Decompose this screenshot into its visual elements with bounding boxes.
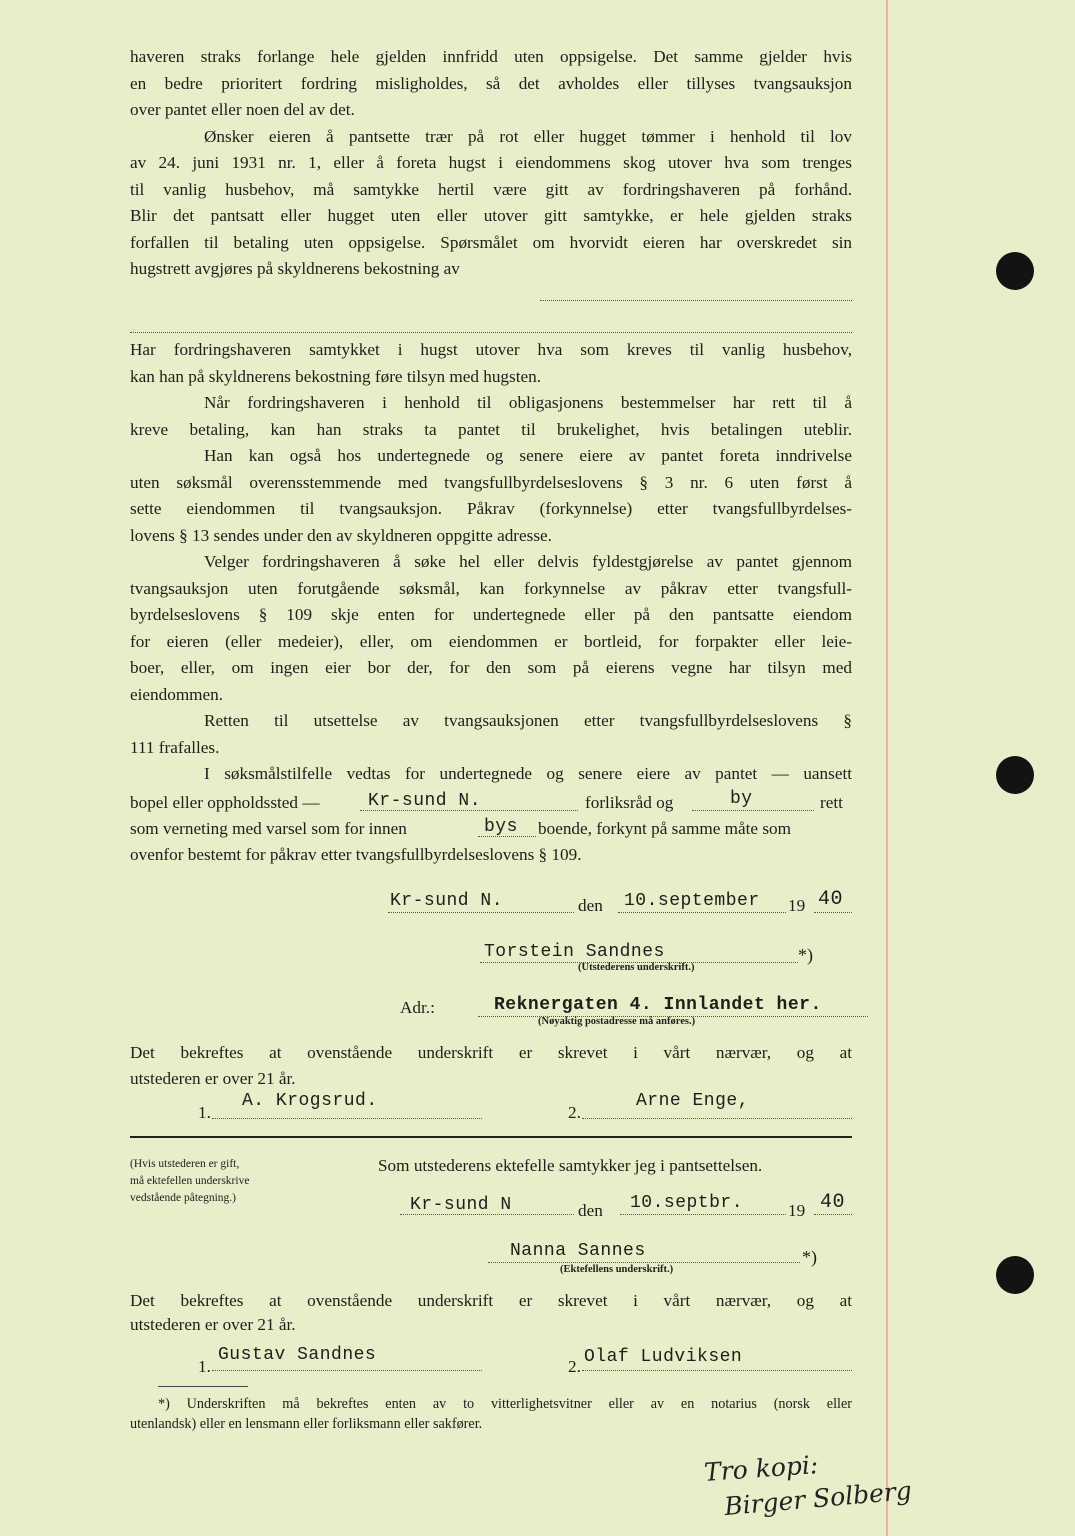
venue-court: by xyxy=(730,789,753,809)
venue-place-line xyxy=(360,810,578,811)
body-line-text: over pantet eller noen del av det. xyxy=(130,100,355,119)
body-line-text: Blir det pantsatt eller hugget uten eller utover gitt samtykke, er hele gjelden straks xyxy=(130,206,852,225)
body-line xyxy=(130,470,852,496)
spouse-note-line3: vedstående påtegning.) xyxy=(130,1192,237,1204)
body-line-text: hugstrett avgjøres på skyldnerens bekostning av xyxy=(130,259,460,278)
body-line-text: av 24. juni 1931 nr. 1, eller å foreta hugst i eiendommens skog utover hva som trenges xyxy=(130,153,852,172)
body-line-text: sette eiendommen til tvangsauksjon. Påkrav (forkynnelse) etter tvangsfullbyrdelses- xyxy=(130,499,852,518)
witness1-line1: Det bekreftes at ovenstående underskrift er skrevet i vårt nærvær, og at xyxy=(130,1043,852,1062)
body-line xyxy=(130,337,852,363)
witness2-num2: 2. xyxy=(568,1357,581,1376)
venue2-fill-line xyxy=(478,836,536,837)
body-line-text: kan han på skyldnerens bekostning føre tilsyn med hugsten. xyxy=(130,366,541,386)
body-line-text: Retten til utsettelse av tvangsauksjonen etter tvangsfullbyrdelseslovens § xyxy=(204,711,852,730)
body-line xyxy=(130,496,852,522)
body-line xyxy=(130,417,852,443)
venue-prefix: bopel eller oppholdssted — xyxy=(130,793,320,812)
body-line xyxy=(204,708,852,734)
body-line-text: Ønsker eieren å pantsette trær på rot eller hugget tømmer i henhold til lov xyxy=(204,126,852,146)
issuer-year: 40 xyxy=(818,888,844,911)
address-caption: (Nøyaktig postadresse må anføres.) xyxy=(538,1016,696,1027)
spouse-star: *) xyxy=(802,1247,817,1267)
spouse-consent: Som utstederens ektefelle samtykker jeg i pantsettelsen. xyxy=(378,1156,763,1175)
witness2-line1: Det bekreftes at ovenstående underskrift er skrevet i vårt nærvær, og at xyxy=(130,1291,852,1310)
witness2-line-1 xyxy=(212,1370,482,1371)
venue-place: Kr-sund N. xyxy=(368,791,482,811)
body-line-text: byrdelseslovens § 109 skje enten for undertegnede eller på den pantsatte eiendom xyxy=(130,605,852,624)
issuer-place: Kr-sund N. xyxy=(390,891,504,911)
witness1-num1: 1. xyxy=(198,1103,211,1122)
punch-hole-middle xyxy=(996,756,1034,794)
witness1-name2: Arne Enge, xyxy=(636,1091,750,1111)
body-line xyxy=(204,443,852,469)
body-line xyxy=(204,549,852,575)
issuer-den: den xyxy=(578,896,603,915)
venue-court-line xyxy=(692,810,814,811)
witness2-num1: 1. xyxy=(198,1357,211,1376)
body-line xyxy=(130,256,460,282)
issuer-year-prefix: 19 xyxy=(788,896,806,915)
body-line-text: boer, eller, om ingen eier bor der, for den som på eierens vegne har tilsyn med xyxy=(130,658,852,677)
venue-mid: forliksråd og xyxy=(585,793,674,812)
address-value: Reknergaten 4. Innlandet her. xyxy=(494,995,822,1015)
witness1-line-2 xyxy=(582,1118,852,1119)
body-line-text: for eieren (eller medeier), eller, om eiendommen er bortleid, for forpakter eller leie- xyxy=(130,631,852,651)
fill-line-blank xyxy=(130,332,852,333)
body-line-text: til vanlig husbehov, må samtykke hertil være gitt av fordringshaveren på forhånd. xyxy=(130,179,852,199)
body-line-text: 111 frafalles. xyxy=(130,737,220,757)
body-line xyxy=(130,203,852,229)
body-line-text: kreve betaling, kan han straks ta pantet til brukelighet, hvis betalingen uteblir. xyxy=(130,419,852,439)
body-line-text: tvangsauksjon uten forutgående søksmål, kan forkynnelse av påkrav etter tvangsfull- xyxy=(130,578,852,598)
venue3-line: ovenfor bestemt for påkrav etter tvangsfullbyrdelseslovens § 109. xyxy=(130,845,582,864)
body-line xyxy=(130,44,852,70)
handwritten-certification: Tro kopi: xyxy=(703,1450,820,1487)
body-line xyxy=(130,576,852,602)
body-line xyxy=(204,390,852,416)
footnote-line1: *) Underskriften må bekreftes enten av to vitterlighetsvitner eller av en notarius (norsk eller xyxy=(158,1396,852,1412)
body-line xyxy=(130,523,552,549)
body-line-text: Han kan også hos undertegnede og senere eiere av pantet foreta inndrivelse xyxy=(204,446,852,465)
body-line xyxy=(130,150,852,176)
spouse-year-prefix: 19 xyxy=(788,1201,806,1220)
witness1-line2: utstederen er over 21 år. xyxy=(130,1069,296,1088)
footnote-rule xyxy=(158,1386,248,1387)
venue-line xyxy=(130,790,320,816)
section-divider xyxy=(130,1136,852,1138)
witness1-name1: A. Krogsrud. xyxy=(242,1091,378,1111)
spouse-den: den xyxy=(578,1201,603,1220)
body-line xyxy=(130,682,223,708)
spouse-signature-caption: (Ektefellens underskrift.) xyxy=(560,1264,674,1275)
body-line xyxy=(130,602,852,628)
body-line-text: Når fordringshaveren i henhold til obligasjonens bestemmelser har rett til å xyxy=(204,393,852,412)
spouse-date-line xyxy=(620,1214,786,1215)
issuer-signature-caption: (Utstederens underskrift.) xyxy=(578,962,695,973)
spouse-place-line xyxy=(400,1214,574,1215)
punch-hole-bottom xyxy=(996,1256,1034,1294)
margin-line xyxy=(886,0,888,1536)
body-line xyxy=(130,177,852,203)
footnote-text xyxy=(158,1394,852,1414)
witness2-text xyxy=(130,1288,852,1314)
footnote-line2: utenlandsk) eller en lensmann eller forliksmann eller sakfører. xyxy=(130,1416,483,1432)
punch-hole-top xyxy=(996,252,1034,290)
spouse-signature-line xyxy=(488,1262,800,1263)
body-line xyxy=(130,71,852,97)
witness2-name1: Gustav Sandnes xyxy=(218,1345,377,1365)
spouse-place: Kr-sund N xyxy=(410,1195,512,1215)
spouse-signature: Nanna Sannes xyxy=(510,1241,646,1261)
fill-line-hugstrett xyxy=(540,300,852,301)
body-line xyxy=(204,124,852,150)
venue2-suffix: boende, forkynt på samme måte som xyxy=(538,819,791,838)
issuer-date-line xyxy=(618,912,786,913)
body-line-text: forfallen til betaling uten oppsigelse. Spørsmålet om hvorvidt eieren har overskredet sin xyxy=(130,232,852,252)
witness1-num2: 2. xyxy=(568,1103,581,1122)
body-line-text: I søksmålstilfelle vedtas for undertegnede og senere eiere av pantet — uansett xyxy=(204,764,852,783)
body-line xyxy=(130,97,355,123)
body-line-text: en bedre prioritert fordring misligholdes, så det avholdes eller tillyses tvangsauksjon xyxy=(130,73,852,93)
issuer-date: 10.september xyxy=(624,891,760,911)
body-line xyxy=(130,629,852,655)
spouse-date: 10.septbr. xyxy=(630,1193,744,1213)
body-line xyxy=(130,364,541,390)
body-line-text: Har fordringshaveren samtykket i hugst utover hva som kreves til vanlig husbehov, xyxy=(130,340,852,359)
witness2-line2: utstederen er over 21 år. xyxy=(130,1315,296,1334)
spouse-year: 40 xyxy=(820,1191,846,1214)
body-line xyxy=(130,735,219,761)
address-label: Adr.: xyxy=(400,998,435,1017)
spouse-year-line xyxy=(814,1214,852,1215)
body-line xyxy=(130,230,852,256)
spouse-note-line2: må ektefellen underskrive xyxy=(130,1175,250,1187)
issuer-place-line xyxy=(388,912,574,913)
body-line xyxy=(130,655,852,681)
body-line-text: uten søksmål overensstemmende med tvangsfullbyrdelseslovens § 3 nr. 6 uten først å xyxy=(130,472,852,492)
venue2-fill: bys xyxy=(484,817,518,837)
issuer-year-line xyxy=(814,912,852,913)
venue2-prefix: som verneting med varsel som for innen xyxy=(130,819,407,838)
witness2-line-2 xyxy=(582,1370,852,1371)
venue-suffix: rett xyxy=(820,793,843,812)
witness2-name2: Olaf Ludviksen xyxy=(584,1347,743,1367)
witness1-text xyxy=(130,1040,852,1066)
spouse-note-line1: (Hvis utstederen er gift, xyxy=(130,1158,240,1170)
issuer-signature: Torstein Sandnes xyxy=(484,942,665,962)
handwritten-signature: Birger Solberg xyxy=(723,1475,913,1522)
spouse-note xyxy=(130,1156,249,1207)
body-line-text: Velger fordringshaveren å søke hel eller delvis fyldestgjørelse av pantet gjennom xyxy=(204,552,852,571)
issuer-star: *) xyxy=(798,945,813,965)
body-line-text: lovens § 13 sendes under den av skyldneren oppgitte adresse. xyxy=(130,525,552,545)
body-line-text: haveren straks forlange hele gjelden innfridd uten oppsigelse. Det samme gjelder hvis xyxy=(130,47,852,66)
body-line xyxy=(204,761,852,787)
witness1-line-1 xyxy=(212,1118,482,1119)
body-line-text: eiendommen. xyxy=(130,684,224,704)
